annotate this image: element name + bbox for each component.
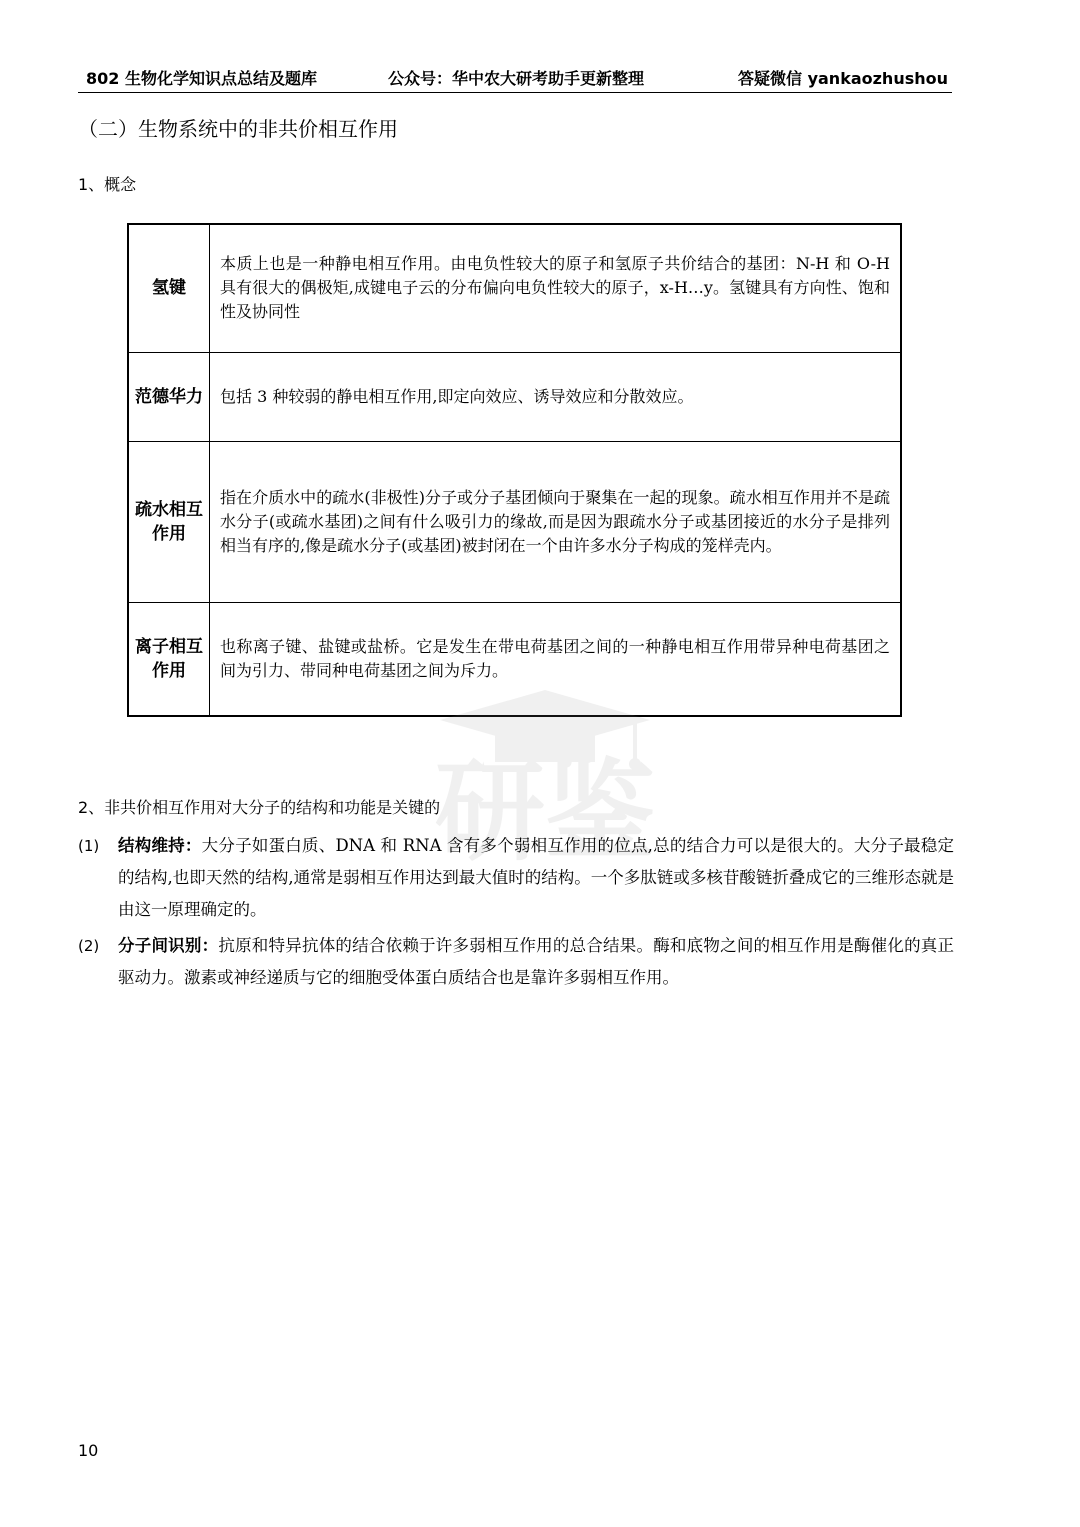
watermark-text: 研鉴 — [435, 748, 655, 870]
item-lead: 结构维持： — [118, 836, 202, 855]
description-cell: 本质上也是一种静电相互作用。由电负性较大的原子和氢原子共价结合的基团：N-H 和 O-H 具有很大的偶极矩,成键电子云的分布偏向电负性较大的原子，x-H…y。氢键具有方向性、饱和性及协同性 — [210, 224, 902, 352]
item-body — [118, 930, 954, 994]
page-header — [78, 64, 952, 93]
item-lead: 分子间识别： — [118, 936, 219, 955]
table-row — [128, 602, 901, 716]
table-row — [128, 224, 901, 352]
section-title: （二）生物系统中的非共价相互作用 — [78, 117, 398, 141]
subsection-importance-title: 2、非共价相互作用对大分子的结构和功能是关键的 — [78, 798, 441, 817]
header-course-title: 802 生物化学知识点总结及题库 — [86, 69, 317, 88]
header-public-account: 公众号：华中农大研考助手更新整理 — [388, 69, 645, 88]
item-number: (2) — [78, 937, 100, 955]
header-wechat-contact: 答疑微信 yankaozhushou — [738, 69, 949, 88]
list-item — [78, 830, 954, 926]
concept-table — [127, 223, 902, 717]
item-text: 抗原和特异抗体的结合依赖于许多弱相互作用的总合结果。酶和底物之间的相互作用是酶催化的真正驱动力。激素或神经递质与它的细胞受体蛋白质结合也是靠许多弱相互作用。 — [118, 936, 955, 987]
description-cell: 指在介质水中的疏水(非极性)分子或分子基团倾向于聚集在一起的现象。疏水相互作用并不是疏水分子(或疏水基团)之间有什么吸引力的缘故,而是因为跟疏水分子或基团接近的水分子是排列相当有序的,像是疏水分子(或基团)被封闭在一个由许多水分子构成的笼样壳内。 — [210, 441, 902, 602]
table-row — [128, 441, 901, 602]
item-body — [118, 830, 954, 926]
subsection-concepts-title: 1、概念 — [78, 175, 137, 194]
term-cell: 疏水相互作用 — [128, 441, 210, 602]
term-cell: 范德华力 — [128, 352, 210, 441]
list-item — [78, 930, 954, 994]
term-cell: 氢键 — [128, 224, 210, 352]
term-cell: 离子相互作用 — [128, 602, 210, 716]
description-cell: 包括 3 种较弱的静电相互作用,即定向效应、诱导效应和分散效应。 — [210, 352, 902, 441]
description-cell: 也称离子键、盐键或盐桥。它是发生在带电荷基团之间的一种静电相互作用带异种电荷基团之间为引力、带同种电荷基团之间为斥力。 — [210, 602, 902, 716]
item-number: (1) — [78, 837, 100, 855]
table-row — [128, 352, 901, 441]
page-number: 10 — [78, 1441, 99, 1460]
item-text: 大分子如蛋白质、DNA 和 RNA 含有多个弱相互作用的位点,总的结合力可以是很大的。大分子最稳定的结构,也即天然的结构,通常是弱相互作用达到最大值时的结构。一个多肽链或多核苷酸链折叠成它的三维形态就是由这一原理确定的。 — [118, 836, 955, 919]
